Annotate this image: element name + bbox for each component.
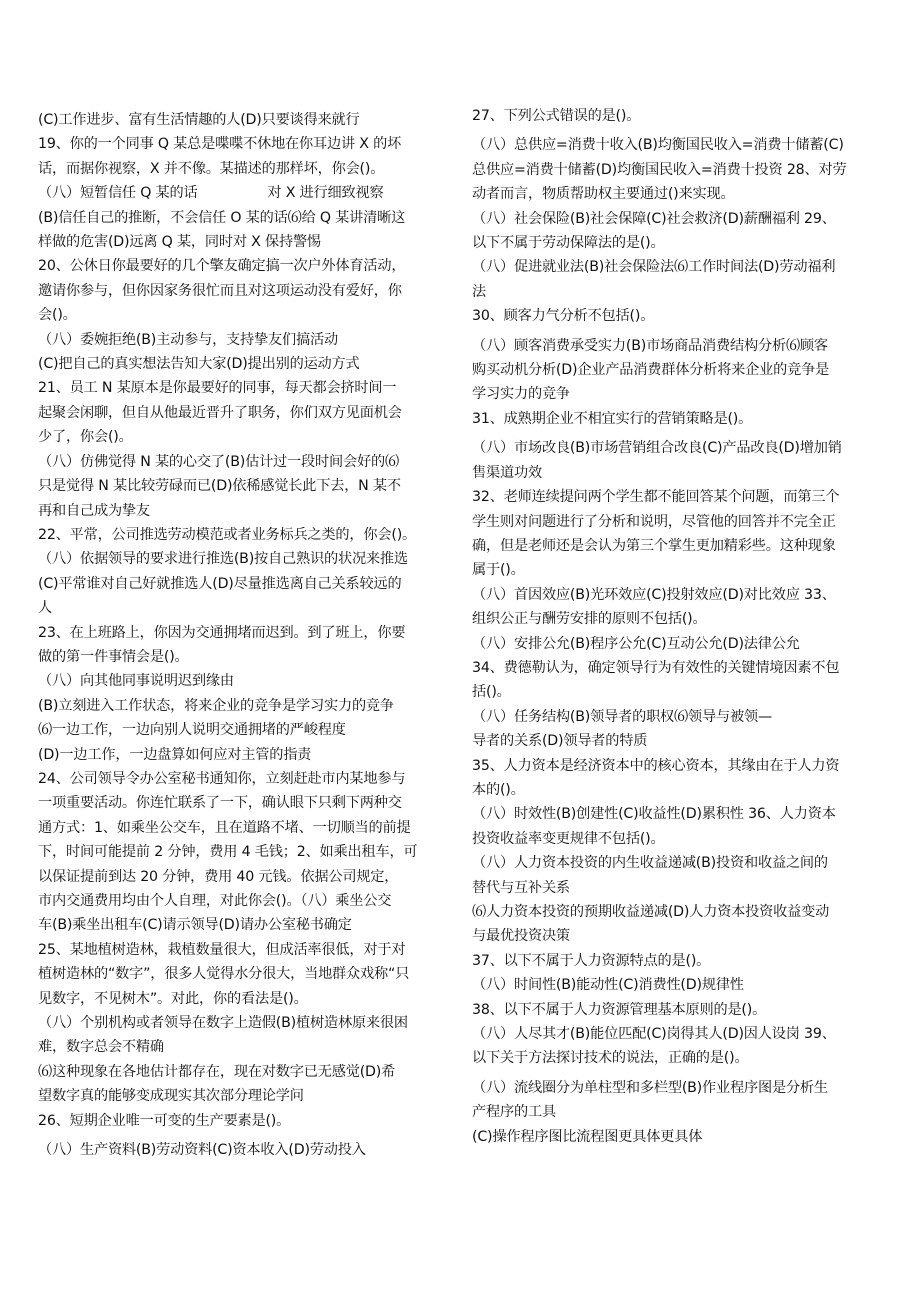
text-line: 22、平常，公司推选劳动模范或者业务标兵之类的，你会()。 [38,526,417,543]
text-line: 31、成熟期企业不相宜实行的营销策略是()。 [472,410,753,427]
text-line: (B)立刻进入工作状态，将来企业的竞争是学习实力的竞争 [38,697,394,714]
text-line: (C)操作程序图比流程图更具体更具体 [472,1128,703,1145]
text-line: 25、某地植树造林，栽植数量很大，但成活率很低，对于对 [38,941,406,958]
text-line: (D)一边工作，一边盘算如何应对主管的指责 [38,746,312,763]
text-line: 车(B)乘坐出租车(C)请示领导(D)请办公室秘书确定 [38,917,352,934]
text-line: （八）向其他同事说明迟到缘由 [38,673,234,690]
text-line: 市内交通费用均由个人自理，对此你会()。（八）乘坐公交 [38,893,392,909]
right-column [472,104,882,1149]
left-column [38,108,448,1162]
text-line: 售渠道功效 [472,464,542,481]
text-line: 组织公正与酬劳安排的原则不包括()。 [472,611,707,628]
text-line: 以下不属于劳动保障法的是()。 [472,235,665,252]
text-line: 19、你的一个同事 Q 某总是喋喋不休地在你耳边讲 X 的坏 [38,136,402,153]
text-line: 35、人力资本是经济资本中的核心资本，其缘由在于人力资 [472,757,840,774]
text-line: 以下关于方法探讨技术的说法，正确的是()。 [472,1050,749,1067]
text-line: 一项重要活动。你连忙联系了一下，确认眼下只剩下两种交 [38,795,402,812]
text-line: （八）促进就业法(B)社会保险法⑹工作时间法(D)劳动福利 [472,259,836,276]
text-line: 植树造林的“数字”，很多人觉得水分很大，当地群众戏称“只 [38,966,410,983]
text-line: 32、老师连续提问两个学生都不能回答某个问题，而第三个 [472,489,840,506]
text-line: 26、短期企业唯一可变的生产要素是()。 [38,1112,291,1129]
text-line: 37、以下不属于人力资源特点的是()。 [472,952,711,969]
text-line: 下，时间可能提前 2 分钟，费用 4 毛钱；2、如乘出租车，可 [38,844,418,861]
text-line: 总供应=消费十储蓄(D)均衡国民收入=消费十投资 28、对劳 [472,161,847,178]
text-line: （八）时间性(B)能动性(C)消费性(D)规律性 [472,977,744,994]
text-line: 产程序的工具 [472,1104,556,1121]
text-line: （八）依据领导的要求进行推选(B)按自己熟识的状况来推选 [38,551,408,568]
text-line: 学习实力的竞争 [472,386,570,403]
text-line: 人 [38,600,52,617]
text-line: （八）总供应=消费十收入(B)均衡国民收入=消费十储蓄(C) [472,137,844,154]
text-line: 学生则对问题进行了分析和说明，尽管他的回答并不完全正 [472,513,836,530]
text-line: 与最优投资决策 [472,928,570,945]
text-line: （八）社会保险(B)社会保障(C)社会救济(D)薪酬福利 29、 [472,210,836,227]
text-line: 少了，你会()。 [38,429,133,446]
text-line: （八）首因效应(B)光环效应(C)投射效应(D)对比效应 33、 [472,586,836,603]
text-line: 以保证提前到达 20 分钟，费用 40 元钱。依据公司规定， [38,868,399,885]
text-line: 望数字真的能够变成现实其次部分理论学问 [38,1088,304,1105]
text-line: （八）安排公允(B)程序公允(C)互动公允(D)法律公允 [472,635,800,652]
text-line: (C)工作进步、富有生活情趣的人(D)只要谈得来就行 [38,112,360,128]
text-line: 通方式：1、如乘坐公交车，且在道路不堵、一切顺当的前提 [38,819,411,836]
text-line: 21、员工 N 某原本是你最要好的同事，每天都会挤时间一 [38,380,397,397]
text-line: （八）人力资本投资的内生收益递减(B)投资和收益之间的 [472,855,828,872]
text-line: 做的第一件事情会是()。 [38,648,189,665]
text-line: ⑹这种现象在各地估计都存在，现在对数字已无感觉(D)希 [38,1063,396,1080]
text-line: 导者的关系(D)领导者的特质 [472,733,648,750]
text-line: 难，数字总会不精确 [38,1039,164,1056]
text-line: 括()。 [472,684,511,701]
text-line: 27、下列公式错误的是()。 [472,108,641,124]
text-line: (C)平常谁对自己好就推选人(D)尽量推选离自己关系较远的 [38,575,402,592]
text-line: （八）生产资料(B)劳动资料(C)资本收入(D)劳动投入 [38,1142,366,1159]
text-line: 20、公休日你最要好的几个擎友确定搞一次户外体育活动， [38,258,406,275]
text-line: （八）市场改良(B)市场营销组合改良(C)产品改良(D)增加销 [472,440,842,457]
text-line: （八）时效性(B)创建性(C)收益性(D)累积性 36、人力资本 [472,806,836,823]
text-line: (C)把自己的真实想法告知大家(D)提出别的运动方式 [38,356,360,373]
text-line: （八）顾客消费承受实力(B)市场商品消费结构分析⑹顾客 [472,337,828,354]
text-line: （八）个别机构或者领导在数字上造假(B)植树造林原来很困 [38,1015,408,1032]
text-line: 起聚会闲聊，但自从他最近晋升了职务，你们双方见面机会 [38,404,402,421]
text-line: 话，而据你视察，X 并不像。某描述的那样坏，你会()。 [38,160,385,177]
text-line: 34、费德勒认为，确定领导行为有效性的关键情境因素不包 [472,659,840,676]
text-line: ⑹一边工作，一边向别人说明交通拥堵的严峻程度 [38,722,346,739]
text-line: （八）短暂信任 Q 某的话 对 X 进行细致视察 [38,185,384,202]
text-line: （八）人尽其才(B)能位匹配(C)岗得其人(D)因人设岗 39、 [472,1026,836,1043]
text-line: 确，但是老师还是会认为第三个掌生更加精彩些。这种现象 [472,537,836,554]
text-line: 法 [472,283,486,300]
text-line: （八）流线圈分为单柱型和多栏型(B)作业程序图是分析生 [472,1079,828,1096]
text-line: 投资收益率变更规律不包括()。 [472,830,665,847]
text-line: (B)信任自己的推断，不会信任 O 某的话⑹给 Q 某讲清晰这 [38,209,406,226]
text-line: 邀请你参与，但你因家务很忙而且对这项运动没有爱好，你 [38,282,402,299]
text-line: 见数字，不见树木”。对此，你的看法是()。 [38,990,308,1007]
text-line: 样做的危害(D)远离 Q 某，同时对 X 保持警惕 [38,234,321,251]
text-line: （八）委婉拒绝(B)主动参与，支持挚友们搞活动 [38,331,338,348]
text-line: （八）仿佛觉得 N 某的心交了(B)估计过一段时间会好的⑹ [38,453,399,470]
text-line: 24、公司领导令办公室秘书通知你，立刻赶赴市内某地参与 [38,770,406,787]
text-line: 本的()。 [472,781,525,798]
text-line: 38、以下不属于人力资源管理基本原则的是()。 [472,1001,767,1018]
text-line: 会()。 [38,307,77,324]
text-line: 23、在上班路上，你因为交通拥堵而迟到。到了班上，你要 [38,624,406,641]
text-line: （八）任务结构(B)领导者的职权⑹领导与被领— [472,708,772,725]
text-line: 再和自己成为挚友 [38,502,150,519]
text-line: 只是觉得 N 某比较劳碌而已(D)依稀感觉长此下去，N 某不 [38,478,401,495]
text-line: 属于()。 [472,562,525,579]
text-line: 动者而言，物质帮助权主要通过()来实现。 [472,186,735,203]
text-line: ⑹人力资本投资的预期收益递减(D)人力资本投资收益变动 [472,904,830,920]
text-line: 30、顾客力气分析不包括()。 [472,308,655,325]
text-line: 替代与互补关系 [472,879,570,896]
text-line: 购买动机分析(D)企业产品消费群体分析将来企业的竞争是 [472,362,830,379]
